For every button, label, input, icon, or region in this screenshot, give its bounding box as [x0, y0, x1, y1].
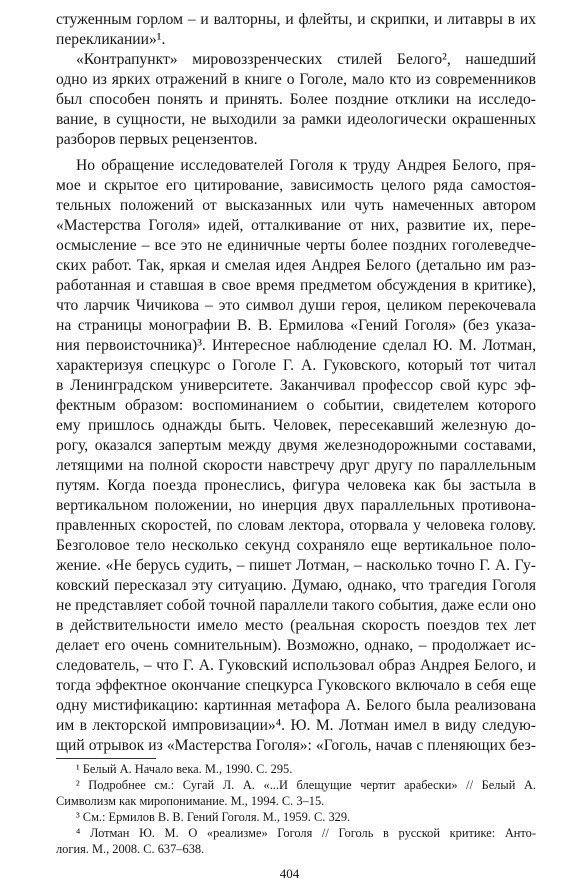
footnote-4: ⁴ Лотман Ю. М. О «реализме» Гоголя // Гоголь в русской критике: Анто- [76, 826, 536, 840]
paragraph-first-line: Но обращение исследователей Гоголя к труду Андрея Белого, пря- [76, 157, 536, 174]
body-line: характеризуя спецкурс о Гоголе Г. А. Гуковского, который тот читал [56, 357, 536, 374]
body-line: что ларчик Чичикова – это символ души героя, целиком перекочевала [56, 297, 536, 314]
body-line: жение. «Не берусь судить, – пишет Лотман, – насколько точно Г. А. Гу- [56, 557, 536, 574]
body-line: делает его очень сомнительным). Возможно, однако, – продолжает ис- [56, 637, 536, 654]
body-line: одну мистификацию: картинная метафора А. Белого была реализована [56, 697, 536, 714]
body-line: в действительности имело место (реальная скорость поездов тех лет [56, 617, 536, 634]
footnote-1: ¹ Белый А. Начало века. М., 1990. С. 295. [76, 762, 293, 776]
footnote-4-cont: логия. М., 2008. С. 637–638. [56, 842, 205, 856]
body-line: тельных положений от высказанных или чуть намеченных автором [56, 197, 536, 214]
body-line: не представляет собой точной параллели такого события, даже если оно [56, 597, 537, 614]
body-line: был способен понять и принять. Более поздние отклики на исследо- [56, 91, 536, 108]
body-line: вание, в сущности, не выходили за рамки идеологически окрашенных [56, 111, 536, 128]
body-line: ковский пересказал эту ситуацию. Думаю, однако, что трагедия Гоголя [56, 577, 536, 594]
footnote-2-cont: Символизм как миропонимание. М., 1994. С. 3–15. [56, 794, 325, 808]
body-line: тогда эффектное окончание спецкурса Гуковского включало в себя еще [56, 677, 536, 694]
body-line: разборов первых рецензентов. [56, 131, 258, 148]
body-line: Безголовое тело несколько секунд сохраняло еще вертикальное поло- [56, 537, 536, 554]
page-number: 404 [279, 866, 300, 881]
body-line: на страницы монографии В. В. Ермилова «Гений Гоголя» (без указа- [56, 317, 536, 334]
footnote-3: ³ См.: Ермилов В. В. Гений Гоголя. М., 1959. С. 329. [76, 810, 351, 824]
body-line: ских работ. Так, яркая и смелая идея Андрея Белого (детально им раз- [56, 257, 536, 274]
body-line: мое и скрытое его цитирование, зависимость целого ряда самостоя- [56, 177, 536, 194]
body-line: рогу, оказался запертым между двумя железнодорожными составами, [56, 437, 536, 454]
body-line: работанная и ставшая в свое время предметом обсуждения в критике), [56, 277, 536, 294]
body-line: стуженным горлом – и валторны, и флейты, и скрипки, и литавры в их [56, 11, 536, 28]
body-line: «Мастерства Гоголя» идей, отталкивание от них, развитие их, пере- [56, 217, 536, 234]
body-line: правленных скоростей, по словам лектора, оторвала у человека голову. [56, 517, 536, 534]
body-line: путям. Когда поезда пронеслись, фигура человека как бы застыла в [56, 477, 536, 494]
body-line: в Ленинградском университете. Заканчивал профессор свой курс эф- [56, 377, 536, 394]
body-line: осмысление – все это не единичные черты более поздних гоголеведче- [56, 237, 536, 254]
body-line: ему пришлось однажды быть. Человек, пересекавший железную до- [56, 417, 536, 434]
body-line: летящими на полной скорости навстречу друг другу по параллельным [56, 457, 536, 474]
body-line: фектным образом: воспоминанием о событии, свидетелем которого [56, 397, 536, 414]
footnote-separator [56, 758, 156, 759]
paragraph-first-line: «Контрапункт» мировоззренческих стилей Белого², нашедший [76, 51, 536, 68]
body-line: перекликании»¹. [56, 31, 166, 48]
body-line: вертикальном положении, но инерция двух параллельных противона- [56, 497, 536, 514]
body-line: следователь, – что Г. А. Гуковский использовал образ Андрея Белого, и [56, 657, 536, 674]
body-line: ния первоисточника)³. Интересное наблюдение сделал Ю. М. Лотман, [56, 337, 536, 354]
body-line: щий отрывок из «Мастерства Гоголя»: «Гоголь, начав с пленяющих без- [56, 737, 536, 754]
body-line: одно из ярких отражений в книге о Гоголе, мало кто из современников [56, 71, 536, 88]
footnote-2: ² Подробнее см.: Сугай Л. А. «...И блещущие чертит арабески» // Белый А. [76, 778, 536, 792]
body-line: им в лекторской импровизации»⁴. Ю. М. Лотман имел в виду следую- [56, 717, 536, 734]
